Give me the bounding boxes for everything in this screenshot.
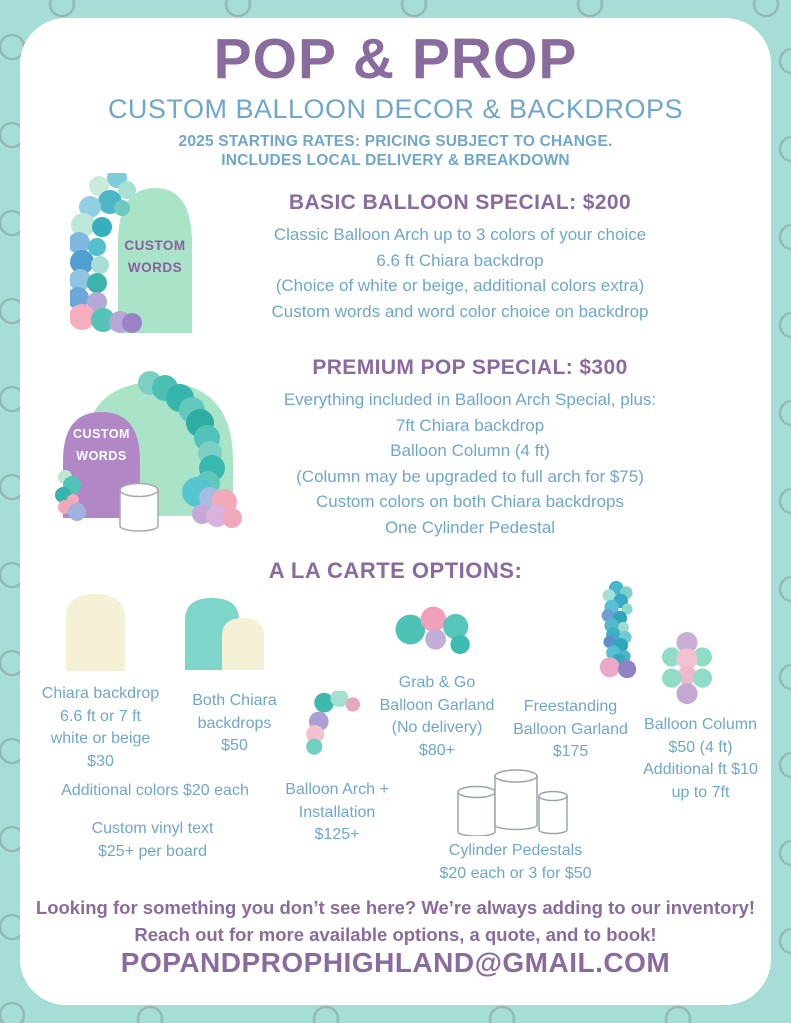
- carte-item-freestanding-garland: Freestanding Balloon Garland $175: [513, 698, 628, 760]
- carte-item-both-chiara: Both Chiara backdrops $50: [192, 692, 277, 754]
- premium-special-line: (Column may be upgraded to full arch for $75): [296, 466, 644, 486]
- basic-special-line: 6.6 ft Chiara backdrop: [376, 250, 544, 270]
- basic-special-section: [195, 191, 725, 324]
- contact-email: POPANDPROPHIGHLAND@GMAIL.COM: [120, 947, 671, 978]
- premium-special-heading: PREMIUM POP SPECIAL: $300: [312, 356, 628, 379]
- carte-item-custom-vinyl-text: Custom vinyl text $25+ per board: [91, 820, 214, 860]
- balloon-arch-icon: [306, 691, 362, 761]
- page-title: POP & PROP: [213, 27, 578, 91]
- cylinder-pedestals-icon: [455, 766, 570, 836]
- carte-item-chiara-backdrop: Chiara backdrop 6.6 ft or 7 ft white or beige $30: [41, 685, 160, 770]
- custom-words-label: CUSTOM WORDS: [73, 427, 130, 463]
- carte-item-balloon-column: Balloon Column $50 (4 ft) Additional ft $10 up to 7ft: [643, 716, 758, 801]
- basic-special-illustration: [70, 173, 200, 343]
- a-la-carte-heading: A LA CARTE OPTIONS:: [268, 558, 523, 584]
- premium-special-line: One Cylinder Pedestal: [384, 517, 556, 537]
- basic-special-heading: BASIC BALLOON SPECIAL: $200: [288, 191, 632, 214]
- custom-words-label: CUSTOM WORDS: [124, 238, 186, 275]
- premium-special-section: [205, 356, 735, 540]
- balloon-column-icon: [660, 632, 714, 707]
- carte-item-additional-colors: Additional colors $20 each: [61, 782, 249, 799]
- both-chiara-backdrops-icon: [183, 596, 271, 670]
- rates-note-line2: INCLUDES LOCAL DELIVERY & BREAKDOWN: [221, 152, 570, 169]
- premium-special-line: Balloon Column (4 ft): [390, 441, 550, 460]
- basic-special-line: Custom words and word color choice on backdrop: [271, 301, 649, 321]
- page-subtitle: CUSTOM BALLOON DECOR & BACKDROPS: [107, 94, 684, 124]
- premium-special-line: Everything included in Balloon Arch Special, plus:: [283, 390, 657, 409]
- grab-and-go-garland-icon: [394, 604, 472, 658]
- carte-item-balloon-arch-installation: Balloon Arch + Installation $125+: [285, 781, 389, 843]
- premium-special-line: 7ft Chiara backdrop: [395, 415, 545, 435]
- basic-special-line: Classic Balloon Arch up to 3 colors of your choice: [273, 225, 647, 244]
- rates-note-line1: 2025 STARTING RATES: PRICING SUBJECT TO CHANGE.: [178, 133, 613, 150]
- carte-item-grab-and-go: Grab & Go Balloon Garland (No delivery) $80+: [379, 674, 495, 759]
- footer-message-line2: Reach out for more available options, a quote, and to book!: [134, 924, 657, 945]
- chiara-backdrop-icon: [64, 592, 127, 671]
- carte-item-cylinder-pedestals: Cylinder Pedestals $20 each or 3 for $50: [439, 842, 592, 882]
- footer-message-line1: Looking for something you don’t see here? We’re always adding to our inventory!: [35, 897, 756, 918]
- basic-special-line: (Choice of white or beige, additional colors extra): [275, 276, 645, 295]
- freestanding-garland-icon: [586, 580, 650, 680]
- premium-special-line: Custom colors on both Chiara backdrops: [315, 492, 625, 511]
